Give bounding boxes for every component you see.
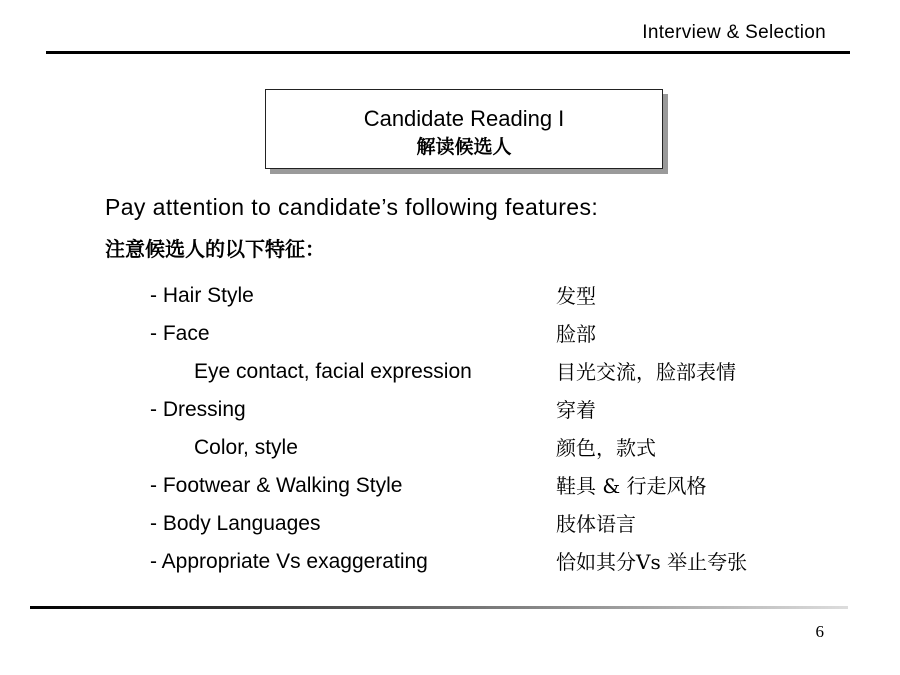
feature-list bbox=[150, 283, 830, 587]
feature-item-body-languages bbox=[150, 511, 830, 549]
feature-label-chinese: 发型 bbox=[556, 284, 596, 308]
feature-subitem-eye-contact bbox=[150, 359, 830, 397]
page-number: 6 bbox=[815, 622, 824, 641]
feature-label-english: - Body Languages bbox=[150, 512, 321, 535]
feature-label-english: - Appropriate Vs exaggerating bbox=[150, 550, 428, 573]
slide-title-box bbox=[265, 89, 663, 169]
feature-label-english: - Hair Style bbox=[150, 284, 254, 307]
feature-label-english: - Footwear & Walking Style bbox=[150, 474, 403, 497]
feature-label-chinese: 穿着 bbox=[556, 398, 596, 422]
feature-item-footwear bbox=[150, 473, 830, 511]
feature-label-chinese: 鞋具 & 行走风格 bbox=[556, 474, 707, 498]
header-divider bbox=[46, 51, 850, 54]
feature-label-chinese: 目光交流，脸部表情 bbox=[556, 360, 736, 384]
footer-divider bbox=[30, 606, 848, 609]
feature-label-english: - Dressing bbox=[150, 398, 246, 421]
feature-label-chinese: 肢体语言 bbox=[556, 512, 636, 536]
feature-label-chinese: 脸部 bbox=[556, 322, 596, 346]
feature-label-english: - Face bbox=[150, 322, 210, 345]
intro-text-chinese: 注意候选人的以下特征： bbox=[105, 237, 325, 261]
intro-text-english: Pay attention to candidate’s following features: bbox=[105, 194, 599, 220]
feature-label-chinese: 恰如其分Vs 举止夸张 bbox=[556, 550, 748, 574]
feature-subitem-color-style bbox=[150, 435, 830, 473]
feature-item-hair-style bbox=[150, 283, 830, 321]
feature-label-english: Eye contact, facial expression bbox=[194, 360, 472, 383]
header-title: Interview & Selection bbox=[642, 22, 826, 43]
feature-item-dressing bbox=[150, 397, 830, 435]
feature-item-appropriate bbox=[150, 549, 830, 587]
slide-title-chinese: 解读候选人 bbox=[416, 136, 512, 158]
feature-label-english: Color, style bbox=[194, 436, 298, 459]
feature-label-chinese: 颜色，款式 bbox=[556, 436, 656, 460]
slide-title-english: Candidate Reading I bbox=[363, 106, 565, 131]
feature-item-face bbox=[150, 321, 830, 359]
